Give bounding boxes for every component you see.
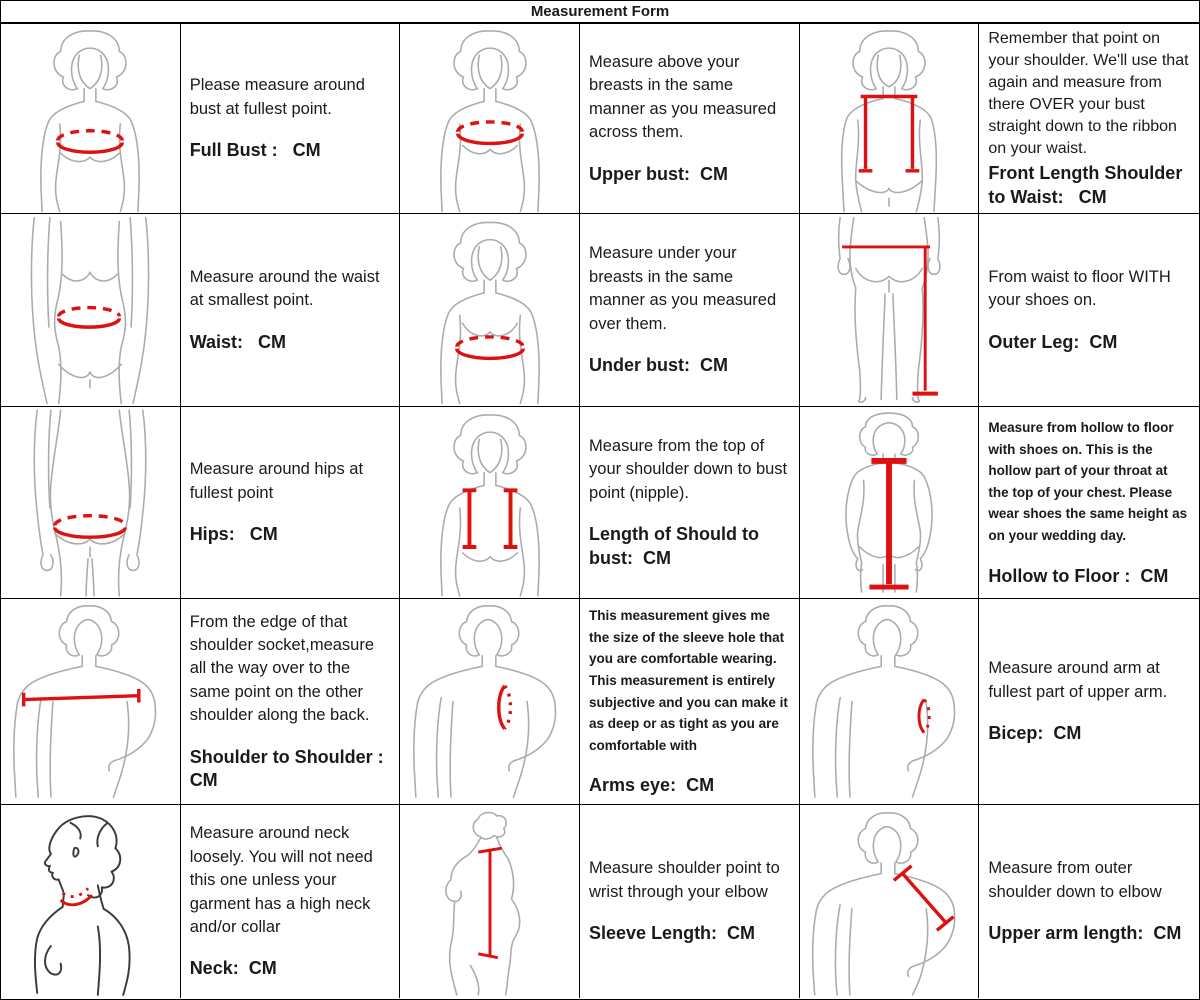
front-length-figure: [801, 26, 977, 212]
figure-cell-under-bust: [400, 214, 580, 406]
row-bust: [1, 24, 1199, 214]
text-cell-bicep: [979, 599, 1199, 804]
figure-cell-front-length: [800, 24, 980, 213]
measurement-label: Hollow to Floor : CM: [988, 565, 1169, 586]
text-cell-upper-bust: [580, 24, 800, 213]
row-shoulders: [1, 599, 1199, 805]
measurement-description: This measurement gives me the size of the sleeve hole that you are comfortable wearing. This measurement is entirely subjective and you can make it as deep or as tight as you are comfortable with: [589, 608, 792, 753]
measurement-label: Bicep: CM: [988, 723, 1082, 744]
upper-arm-length-figure: [801, 808, 977, 996]
figure-cell-hips: [1, 407, 181, 598]
figure-cell-shoulder-to-bust: [400, 407, 580, 598]
measurement-description: Measure from the top of your shoulder down to bust point (nipple).: [589, 436, 792, 502]
text-cell-arms-eye: [580, 599, 800, 804]
outer-leg-figure: [801, 216, 977, 405]
arms-eye-figure: [402, 602, 578, 802]
text-cell-upper-arm-length: [979, 805, 1199, 998]
measurement-description: Measure around arm at fullest part of upper arm.: [988, 659, 1168, 701]
text-cell-hollow-to-floor: [979, 407, 1199, 598]
text-cell-neck: [181, 805, 401, 998]
neck-figure: [2, 808, 178, 996]
figure-cell-hollow-to-floor: [800, 407, 980, 598]
measurement-label: Sleeve Length: CM: [589, 923, 756, 944]
text-cell-under-bust: [580, 214, 800, 406]
measurement-label: Upper bust: CM: [589, 163, 729, 184]
measurement-description: From waist to floor WITH your shoes on.: [988, 267, 1176, 310]
figure-cell-waist: [1, 214, 181, 406]
hollow-to-floor-figure: [801, 409, 977, 597]
figure-cell-upper-bust: [400, 24, 580, 213]
under-bust-figure: [402, 216, 578, 405]
form-title: Measurement Form: [1, 1, 1199, 24]
measurement-label: Waist: CM: [189, 331, 287, 352]
shoulder-to-bust-figure: [402, 409, 578, 597]
upper-bust-figure: [402, 26, 578, 212]
text-cell-waist: [181, 214, 401, 406]
text-cell-shoulder-to-bust: [580, 407, 800, 598]
measurement-description: Measure shoulder point to wrist through your elbow: [589, 859, 785, 901]
text-cell-front-length: [979, 24, 1199, 213]
row-neck-sleeve: [1, 805, 1199, 998]
measurement-description: Measure around neck loosely. You will not need this one unless your garment has a high neck and/or collar: [189, 824, 378, 936]
waist-figure: [2, 216, 178, 405]
figure-cell-neck: [1, 805, 181, 998]
measurement-label: Hips: CM: [189, 524, 278, 545]
text-cell-outer-leg: [979, 214, 1199, 406]
row-waist: [1, 214, 1199, 407]
measurement-label: Arms eye: CM: [589, 775, 715, 796]
figure-cell-upper-arm-length: [800, 805, 980, 998]
shoulder-to-shoulder-figure: [2, 602, 178, 802]
measurement-label: Front Length Shoulder to Waist: CM: [988, 163, 1188, 207]
measurement-description: Please measure around bust at fullest point.: [189, 76, 370, 118]
measurement-label: Full Bust : CM: [189, 140, 321, 161]
figure-cell-sleeve-length: [400, 805, 580, 998]
hips-figure: [2, 409, 178, 597]
figure-cell-full-bust: [1, 24, 181, 213]
measurement-description: Measure from outer shoulder down to elbow: [988, 859, 1162, 901]
measurement-label: Neck: CM: [189, 958, 277, 979]
measurement-description: Measure under your breasts in the same manner as you measured over them.: [589, 244, 781, 333]
figure-cell-arms-eye: [400, 599, 580, 804]
figure-cell-bicep: [800, 599, 980, 804]
bicep-figure: [801, 602, 977, 802]
measurement-label: Under bust: CM: [589, 355, 729, 376]
text-cell-hips: [181, 407, 401, 598]
measurement-description: Remember that point on your shoulder. We'll use that again and measure from there OVER your bust straight down to the ribbon on your waist.: [988, 29, 1193, 158]
measurement-label: Length of Should to bust: CM: [589, 524, 764, 568]
text-cell-full-bust: [181, 24, 401, 213]
measurement-label: Upper arm length: CM: [988, 923, 1182, 944]
text-cell-shoulder-to-shoulder: [181, 599, 401, 804]
figure-cell-shoulder-to-shoulder: [1, 599, 181, 804]
row-hips: [1, 407, 1199, 599]
measurement-description: Measure from hollow to floor with shoes on. This is the hollow part of your throat at the top of your chest. Please wear shoes the same height as on your wedding day.: [988, 420, 1191, 543]
measurement-description: Measure around hips at fullest point: [189, 460, 368, 502]
full-bust-figure: [2, 26, 178, 212]
measurement-description: Measure above your breasts in the same manner as you measured across them.: [589, 52, 781, 142]
figure-cell-outer-leg: [800, 214, 980, 406]
text-cell-sleeve-length: [580, 805, 800, 998]
measurement-label: Outer Leg: CM: [988, 331, 1118, 352]
sleeve-length-figure: [402, 808, 578, 996]
measurement-label: Shoulder to Shoulder : CM: [189, 746, 389, 791]
measurement-description: From the edge of that shoulder socket,measure all the way over to the same point on the other shoulder along the back.: [189, 612, 379, 725]
measurement-description: Measure around the waist at smallest point.: [189, 267, 385, 310]
